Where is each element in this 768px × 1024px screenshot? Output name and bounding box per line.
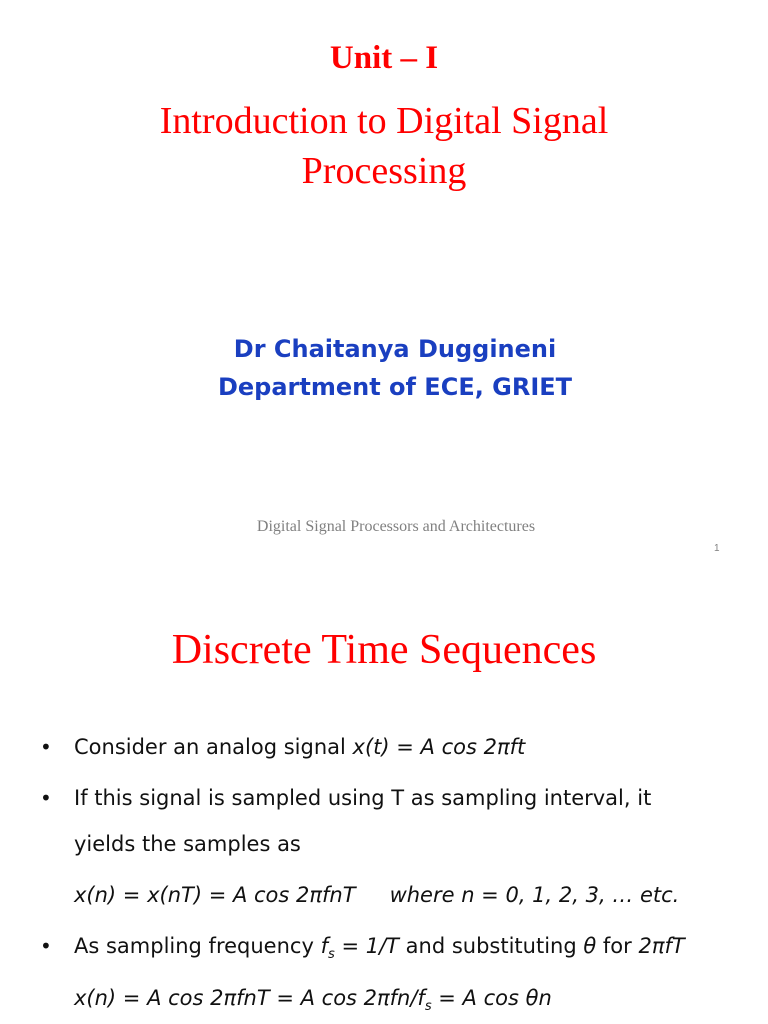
- bullet-icon: •: [40, 786, 52, 810]
- formula-line: [74, 883, 679, 907]
- formula-line: x(n) = A cos 2πfnT = A $\cos 2\pi fn/f_s = A$ cos θn: [74, 986, 552, 1015]
- page-number: 1: [714, 543, 720, 554]
- content-slide: Discrete Time Sequences • Consider an analog signal x(t) = A cos 2πft • If this signal is sampled using T as sampling interval, it yields the samples as x(n) = x(nT) = A cos 2πfnT where n = 0, 1, 2, 3, … etc. • As sampling frequency $f_s = 1/T$ and substituting θ for 2πfT x(n) = A cos 2πfnT = A $\cos 2\pi fn/f_s = A$ cos θn: [0, 590, 768, 1024]
- bullet-text: If this signal is sampled using T as sampling interval, it: [74, 786, 652, 810]
- bullet-text: yields the samples as: [74, 832, 301, 856]
- title-line-2: Processing: [301, 150, 467, 192]
- author-block: [0, 330, 768, 406]
- bullet-icon: •: [40, 735, 52, 759]
- formula-inline: x(t) = A cos 2πft: [352, 735, 526, 759]
- bullet-icon: •: [40, 934, 52, 958]
- slide-footer: Digital Signal Processors and Architectures: [256, 518, 536, 535]
- formula-where: where n = 0, 1, 2, 3, … etc.: [389, 883, 680, 907]
- formula-expression: x(n) = x(nT) = A cos 2πfnT: [74, 883, 356, 907]
- title-line-1: Introduction to Digital Signal: [159, 100, 609, 142]
- unit-label: Unit – I: [329, 40, 439, 76]
- bullet-text: Consider an analog signal: [74, 735, 353, 759]
- author-name: Dr Chaitanya Duggineni: [233, 335, 557, 363]
- slide-title: [60, 96, 708, 196]
- slide-title: Discrete Time Sequences: [171, 627, 597, 673]
- author-department: Department of ECE, GRIET: [217, 373, 573, 401]
